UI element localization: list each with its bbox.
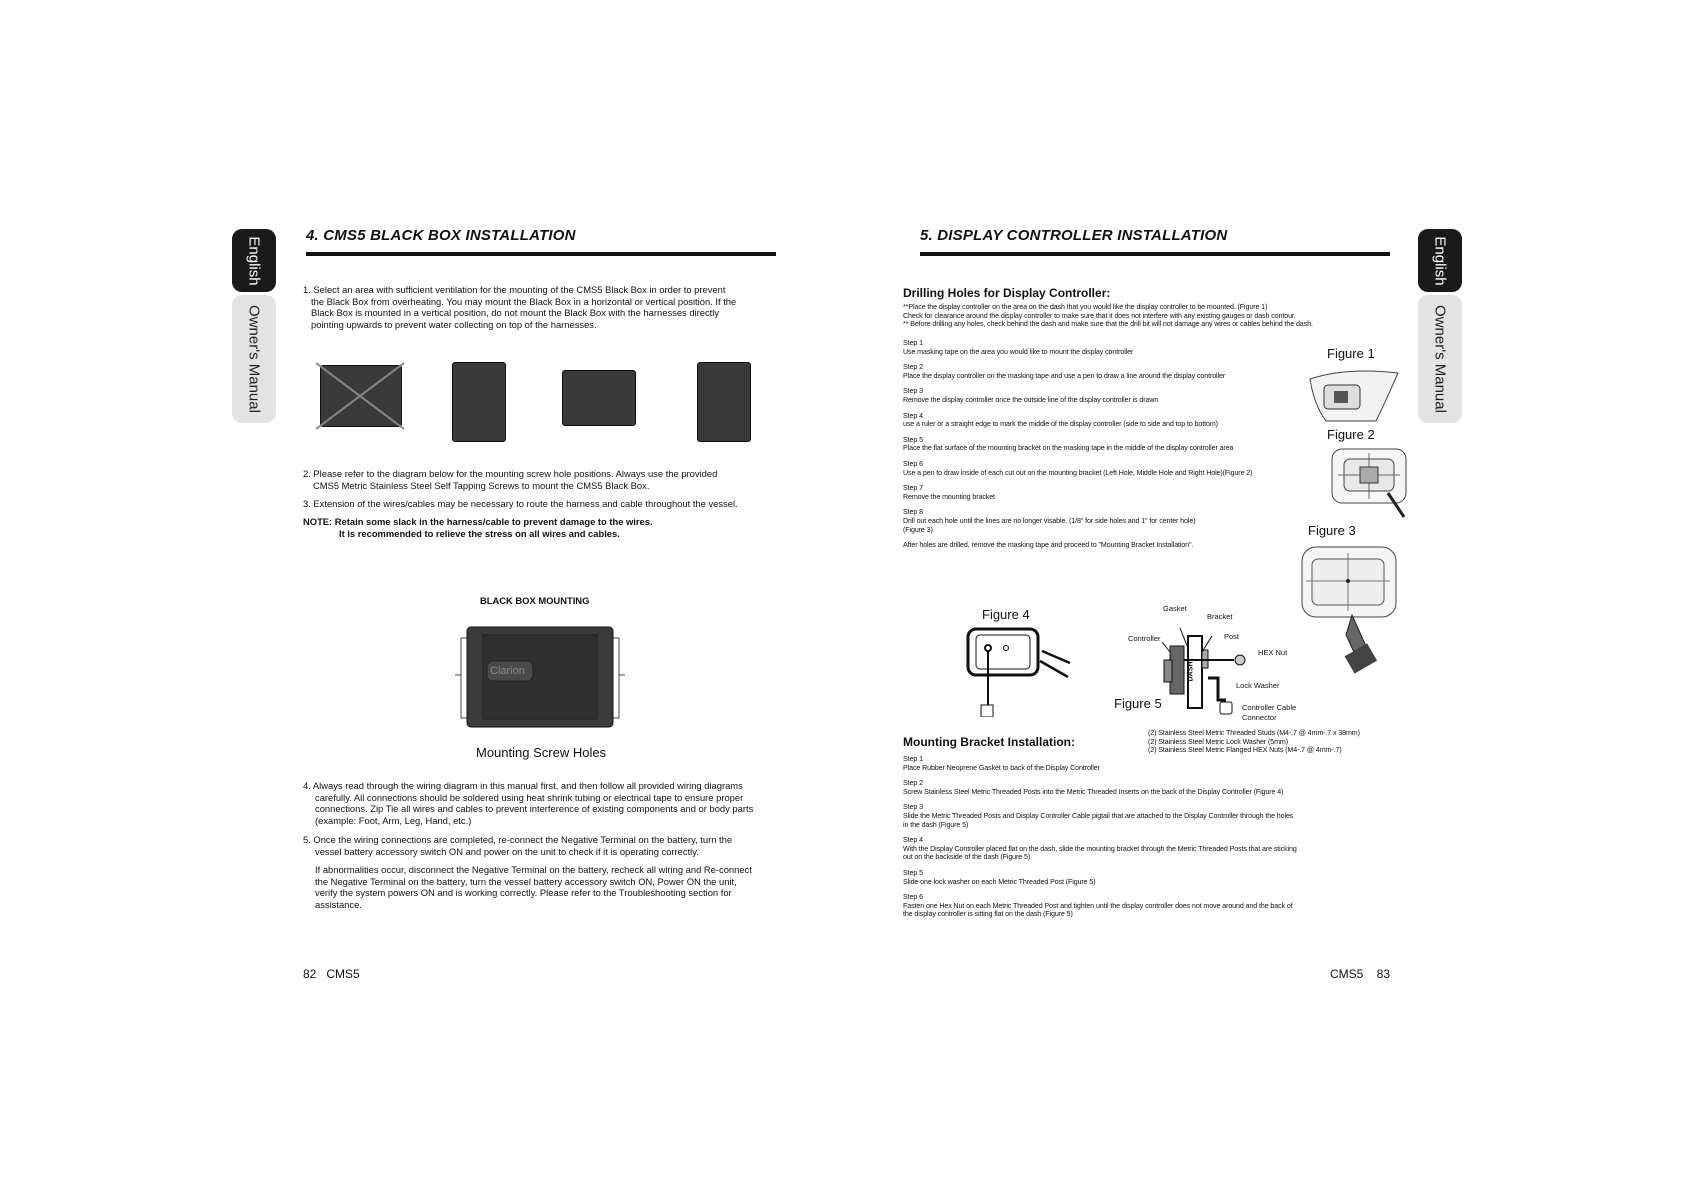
side-tab-manual-label-right: Owner's Manual [1431,305,1449,413]
side-tab-manual-right [1418,295,1462,423]
fig5-hex-nut-label: HEX Nut [1258,648,1288,657]
side-tab-english-right [1418,229,1462,292]
bracket-installation-heading: Mounting Bracket Installation: [903,735,1076,749]
after-holes-note: After holes are drilled, remove the masking tape and proceed to "Mounting Bracket Installation". [903,541,1194,550]
side-tab-english-label: English [245,235,263,286]
left-note: NOTE: Retain some slack in the harness/cable to prevent damage to the wires. It is recommended to relieve the stress on all wires and cables. [303,516,653,539]
bracket-step: Step 1 Place Rubber Neoprene Gasket to back of the Display Controller [903,755,1100,772]
bracket-step: Step 5 Slide one lock washer on each Metric Threaded Post (Figure 5) [903,868,1096,886]
fig5-dash-label: DASH [1187,661,1195,682]
figure-2-illustration [1330,447,1410,521]
left-page-number: 82 [303,967,317,981]
black-box-vertical-2 [697,362,751,442]
right-page-number: 83 [1376,967,1391,981]
drill-step: Step 7 Remove the mounting bracket [903,484,995,501]
drill-step: Step 6 Use a pen to draw inside of each cut out on the mounting bracket (Left Hole, Middle Hole and Right Hole)(Figure 2) [903,459,1253,477]
black-box-horizontal [562,370,636,426]
drilling-steps [903,339,1323,550]
clarion-brand-text: Clarion [490,665,525,677]
black-box-mounting-diagram [455,625,625,730]
bracket-step: Step 2 Screw Stainless Steel Metric Threaded Posts into the Metric Threaded Inserts on the back of the Display Controller (Figure 4) [903,779,1284,796]
drill-step: Step 1 Use masking tape on the area you would like to mount the display controller [903,339,1134,356]
figure-2-label: Figure 2 [1327,427,1375,442]
mounting-screw-holes-caption: Mounting Screw Holes [476,745,607,760]
right-title-rule [920,252,1390,256]
fig5-post-label: Post [1224,632,1240,641]
right-section-title: 5. DISPLAY CONTROLLER INSTALLATION [920,227,1228,244]
black-box-vertical-1 [452,362,506,442]
side-tab-manual-label: Owner's Manual [245,305,263,413]
bracket-step: Step 3 Slide the Metric Threaded Posts and Display Controller Cable pigtail that are attached to the Display Controller through the holes in the dash (Figure 5) [903,803,1294,829]
right-page-label: CMS5 [1330,967,1364,981]
black-box-mounting-title: BLACK BOX MOUNTING [480,595,590,606]
fig5-gasket-label: Gasket [1163,604,1187,613]
fig5-bracket-label: Bracket [1207,612,1233,621]
left-page-footer [303,967,360,981]
hardware-list: (2) Stainless Steel Metric Threaded Studs (M4-.7 @ 4mm-.7 x 38mm) (2) Stainless Steel Metric Lock Washer (5mm) (2) Stainless Steel Metric Flanged HEX Nuts (M4-.7 @ 4mm-.7) [1148,729,1360,755]
figure-4-label: Figure 4 [982,607,1030,622]
figure-5-label: Figure 5 [1114,696,1162,711]
left-item-2: 2. Please refer to the diagram below for the mounting screw hole positions. Always use the provided CMS5 Metric Stainless Steel Self Tapping Screws to mount the CMS5 Black Box. [303,468,718,491]
figure-3-illustration [1300,545,1400,675]
left-section-title: 4. CMS5 BLACK BOX INSTALLATION [306,227,576,244]
figure-1-label: Figure 1 [1327,346,1375,361]
side-tab-english-left [232,229,276,292]
bracket-steps [903,755,1383,926]
drill-step: Step 2 Place the display controller on the masking tape and use a pen to draw a line around the display controller [903,363,1226,380]
figure-1-illustration [1306,365,1402,425]
cross-out-mark [314,361,406,431]
left-page-label: CMS5 [326,967,360,981]
fig5-controller-label: Controller [1128,634,1161,643]
figure-3-label: Figure 3 [1308,523,1356,538]
left-item-5-abnormalities: If abnormalities occur, disconnect the Negative Terminal on the battery, recheck all wiring and Re-connect the Negative Terminal on the battery, turn the vessel battery accessory switch ON, Power ON the unit, verify the system powers ON and is working correctly. Please refer to the Troubleshooting section for assistance. [315,864,752,910]
bracket-step: Step 4 With the Display Controller placed flat on the dash, slide the mounting bracket through the Metric Threaded Posts that are sticking out on the backside of the dash (Figure 5) [903,836,1297,862]
figure-4-illustration [966,625,1076,717]
side-tab-english-label-right: English [1431,235,1449,286]
left-item-1: 1. Select an area with sufficient ventilation for the mounting of the CMS5 Black Box in order to prevent the Black Box from overheating. You may mount the Black Box in a horizontal or vertical position. If the Black Box is mounted in a vertical position, do not mount the Black Box with the harnesses directly pointing upwards to prevent water collecting on top of the harnesses. [303,284,737,330]
fig5-cable-label-2: Connector [1242,713,1277,722]
left-item-5: 5. Once the wiring connections are completed, re-connect the Negative Terminal on the battery, turn the vessel battery accessory switch ON and power on the unit to check if it is operating correctly. [303,834,733,857]
drill-step: Step 8 Drill out each hole until the lines are no longer visable. (1/8" for side holes and 1" for center hole) (Figure 3) [903,508,1196,534]
left-item-4: 4. Always read through the wiring diagram in this manual first, and then follow all provided wiring diagrams carefully. All connections should be soldered using heat shrink tubing or electrical tape to ensure proper connections. Zip Tie all wires and cables to prevent interference of existing components and or body parts (example: Foot, Arm, Leg, Hand, etc.) [303,780,754,826]
right-page-footer [1330,967,1390,981]
fig5-lock-washer-label: Lock Washer [1236,681,1280,690]
drill-step: Step 5 Place the flat surface of the mounting bracket on the masking tape in the middle of the display controller area [903,435,1234,453]
bracket-step: Step 6 Fasten one Hex Nut on each Metric Threaded Post and tighten until the display controller does not move around and the back of the display controller is sitting flat on the dash (Figure 5) [903,893,1293,919]
left-item-3: 3. Extension of the wires/cables may be necessary to route the harness and cable throughout the vessel. [303,498,738,509]
fig5-cable-label-1: Controller Cable [1242,703,1297,712]
drill-step: Step 4 use a ruler or a straight edge to mark the middle of the display controller (side to side and top to bottom) [903,411,1218,429]
side-tab-manual-left [232,295,276,423]
left-title-rule [306,252,776,256]
drilling-holes-heading: Drilling Holes for Display Controller: [903,286,1111,300]
drilling-notes: **Place the display controller on the area on the dash that you would like the display controller to be mounted. (Figure 1) Check for clearance around the display controller to make sure that it does not interfere with any existing gauges or dash contour. ** Before drilling any holes, check behind the dash and make sure that the drill bit will not damage any wires or cables behind the dash. [903,303,1313,329]
drill-step: Step 3 Remove the display controller once the outside line of the display controller is drawn [903,387,1159,404]
